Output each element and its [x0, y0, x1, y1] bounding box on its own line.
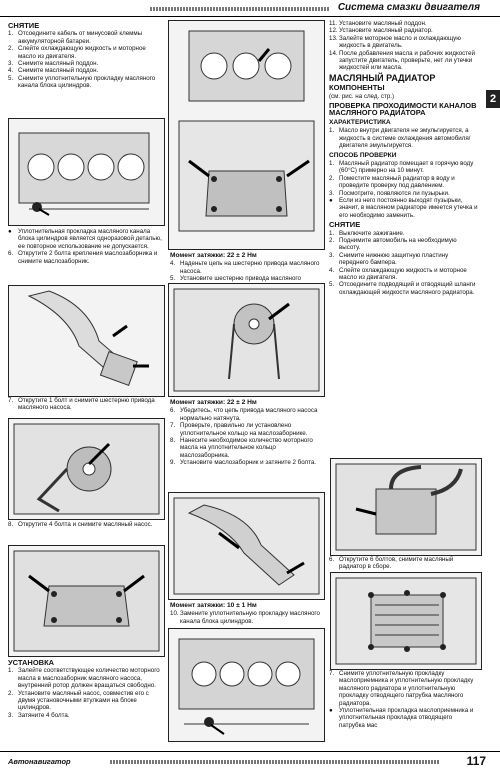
list-item: 2. Поместите масляный радиатор в воду и проведите проверку под давлением. — [329, 174, 455, 190]
removal-heading: СНЯТИЕ — [8, 21, 40, 30]
char-heading: ХАРАКТЕРИСТИКА — [329, 118, 391, 126]
list-item: 5. Установите шестерню привода масляного — [170, 275, 301, 283]
list-item: 1. Отсоедините кабель от минусовой клеммы аккумуляторной батареи. — [8, 30, 143, 45]
list-item: 5. Отсоедините подводящий и отводящий шланги охлаждающей жидкости масляного радиатора. — [329, 281, 476, 296]
list-item: 4. Слейте охлаждающую жидкость и моторное масло из двигателя. — [329, 266, 467, 281]
figure-radiator-bolts — [330, 572, 482, 670]
note-bullet: ● Уплотнительная прокладка масляного канала блока цилиндров является одноразовой деталью, ее повторное использование не допускается. — [8, 228, 162, 250]
torque-spec: Момент затяжки: 22 ± 2 Нм — [170, 399, 257, 406]
check-heading: ПРОВЕРКА ПРОХОДИМОСТИ КАНАЛОВ МАСЛЯНОГО РАДИАТОРА — [329, 101, 477, 118]
col1-step7 — [8, 397, 163, 412]
list-item: 11. Установите масляный поддон. — [329, 20, 427, 27]
list-item: 7. Открутите 1 болт и снимите шестерню привода масляного насоса. — [8, 397, 155, 412]
list-item: 4. Наденьте цепь на шестерню привода масляного насоса. — [170, 260, 320, 275]
page-footer — [0, 751, 500, 772]
col2-text-b — [170, 397, 325, 467]
figure-pump-drive-gear — [8, 418, 165, 520]
col1-top-text — [8, 20, 163, 90]
list-item: 1. Залейте соответствующее количество моторного масла в маслозаборник масляного насоса, внутренний ротор должен вращаться свободно. — [8, 667, 160, 690]
list-item: 4. Снимите масляный поддон. — [8, 67, 99, 75]
figure-pump-chain — [168, 283, 325, 397]
col1-install — [8, 657, 163, 719]
figure-pump-install — [168, 20, 325, 250]
col3-text — [329, 20, 479, 296]
list-item: 2. Установите масляный насос, совместив его с двумя установочными втулками на блоке цилиндров. — [8, 689, 149, 712]
list-item: 3. Затяните 4 болта. — [8, 711, 70, 719]
method-heading: СПОСОБ ПРОВЕРКИ — [329, 151, 397, 159]
removal-steps — [8, 30, 163, 89]
list-item: 9. Установите маслозаборник и затяните 2 болта. — [170, 459, 317, 467]
list-item: 12. Установите масляный радиатор. — [329, 27, 433, 35]
list-item: 3. Посмотрите, появляются ли пузырьки. — [329, 189, 450, 197]
list-item: 3. Снимите масляный поддон. — [8, 60, 99, 68]
components-heading: КОМПОНЕНТЫ — [329, 83, 385, 93]
list-item: 13. Залейте моторное масло и охлаждающую жидкость в двигатель. — [329, 34, 461, 50]
list-item: 6. Убедитесь, что цепь привода масляного насоса нормально натянута. — [170, 407, 318, 422]
section-title: МАСЛЯНЫЙ РАДИАТОР — [329, 72, 436, 83]
list-item: 14. После добавления масла и рабочих жидкостей запустите двигатель, проверьте, нет ли утечки жидкостей или масла. — [329, 49, 475, 72]
list-item: 2. Поднимите автомобиль на необходимую высоту. — [329, 236, 457, 252]
torque-spec: Момент затяжки: 10 ± 1 Нм — [170, 602, 257, 609]
removal-heading: СНЯТИЕ — [329, 220, 361, 230]
list-item: 5. Снимите уплотнительную прокладку масляного канала блока цилиндров. — [8, 74, 156, 90]
note-bullet: ● Уплотнительная прокладка маслоприемника и уплотнительная прокладка отводящего патрубка мас — [329, 707, 474, 729]
list-item: 6. Открутите 2 болта крепления маслозаборника и снимите маслозаборник. — [8, 250, 158, 265]
col1-mid-text — [8, 228, 163, 265]
col1-step8 — [8, 521, 163, 528]
figure-oil-pickup — [8, 285, 165, 397]
figure-pickup-install — [168, 492, 325, 600]
figure-oil-channel-gasket — [8, 118, 165, 226]
header-decor — [150, 7, 330, 11]
figure-radiator-hoses — [330, 458, 482, 556]
page-number: 117 — [466, 754, 486, 768]
list-item: 10. Замените уплотнительную прокладку масляного канала блока цилиндров. — [170, 610, 320, 625]
list-item: 7. Проверьте, правильно ли установлено уплотнительное кольцо на маслозаборнике. — [170, 422, 308, 437]
figure-oil-pump-bolts — [8, 545, 165, 657]
col3-bottom — [329, 670, 479, 729]
list-item: 8. Открутите 4 болта и снимите масляный насос. — [8, 521, 153, 528]
col2-text-c — [170, 600, 325, 625]
list-item: 1. Выключите зажигание. — [329, 229, 405, 237]
list-item: 7. Снимите уплотнительную прокладку маслоприемника и уплотнительную прокладку масляного радиатора и уплотнительную прокладку отводящего патрубка масляного радиатора. — [329, 670, 474, 707]
list-item: 2. Слейте охлаждающую жидкость и моторное масло из двигателя. — [8, 45, 146, 60]
list-item: 1. Масляный радиатор помещает в горячую воду (60°С) примерно на 10 минут. — [329, 159, 474, 175]
footer-decor — [110, 760, 440, 764]
page-header — [0, 0, 500, 17]
torque-spec: Момент затяжки: 22 ± 2 Нм — [170, 252, 257, 259]
figure-gasket-replace — [168, 628, 325, 742]
list-item: 1. Масло внутри двигателя не эмульгируется, а жидкость в системе охлаждения автомобиля/двигателя эмульгируется. — [329, 127, 471, 150]
list-item: 3. Снимите нижнюю защитную пластину переднего бампера. — [329, 251, 449, 267]
chapter-tab: 2 — [486, 90, 500, 108]
note-bullet: ● Если из него постоянно выходят пузырьки, значит, в масляном радиаторе имеется утечка и его необходимо заменить. — [329, 196, 478, 219]
list-item: 6. Открутите 6 болтов, снимите масляный радиатор в сборе. — [329, 556, 454, 571]
header-title: Система смазки двигателя — [337, 2, 480, 13]
col3-step6 — [329, 556, 479, 571]
install-heading: УСТАНОВКА — [8, 658, 55, 667]
footer-brand: Автонавигатор — [8, 757, 71, 766]
list-item: 8. Нанесите необходимое количество моторного масла на уплотнительное кольцо маслозаборника. — [170, 437, 313, 459]
components-note: (см. рис. на след. стр.) — [329, 92, 395, 100]
